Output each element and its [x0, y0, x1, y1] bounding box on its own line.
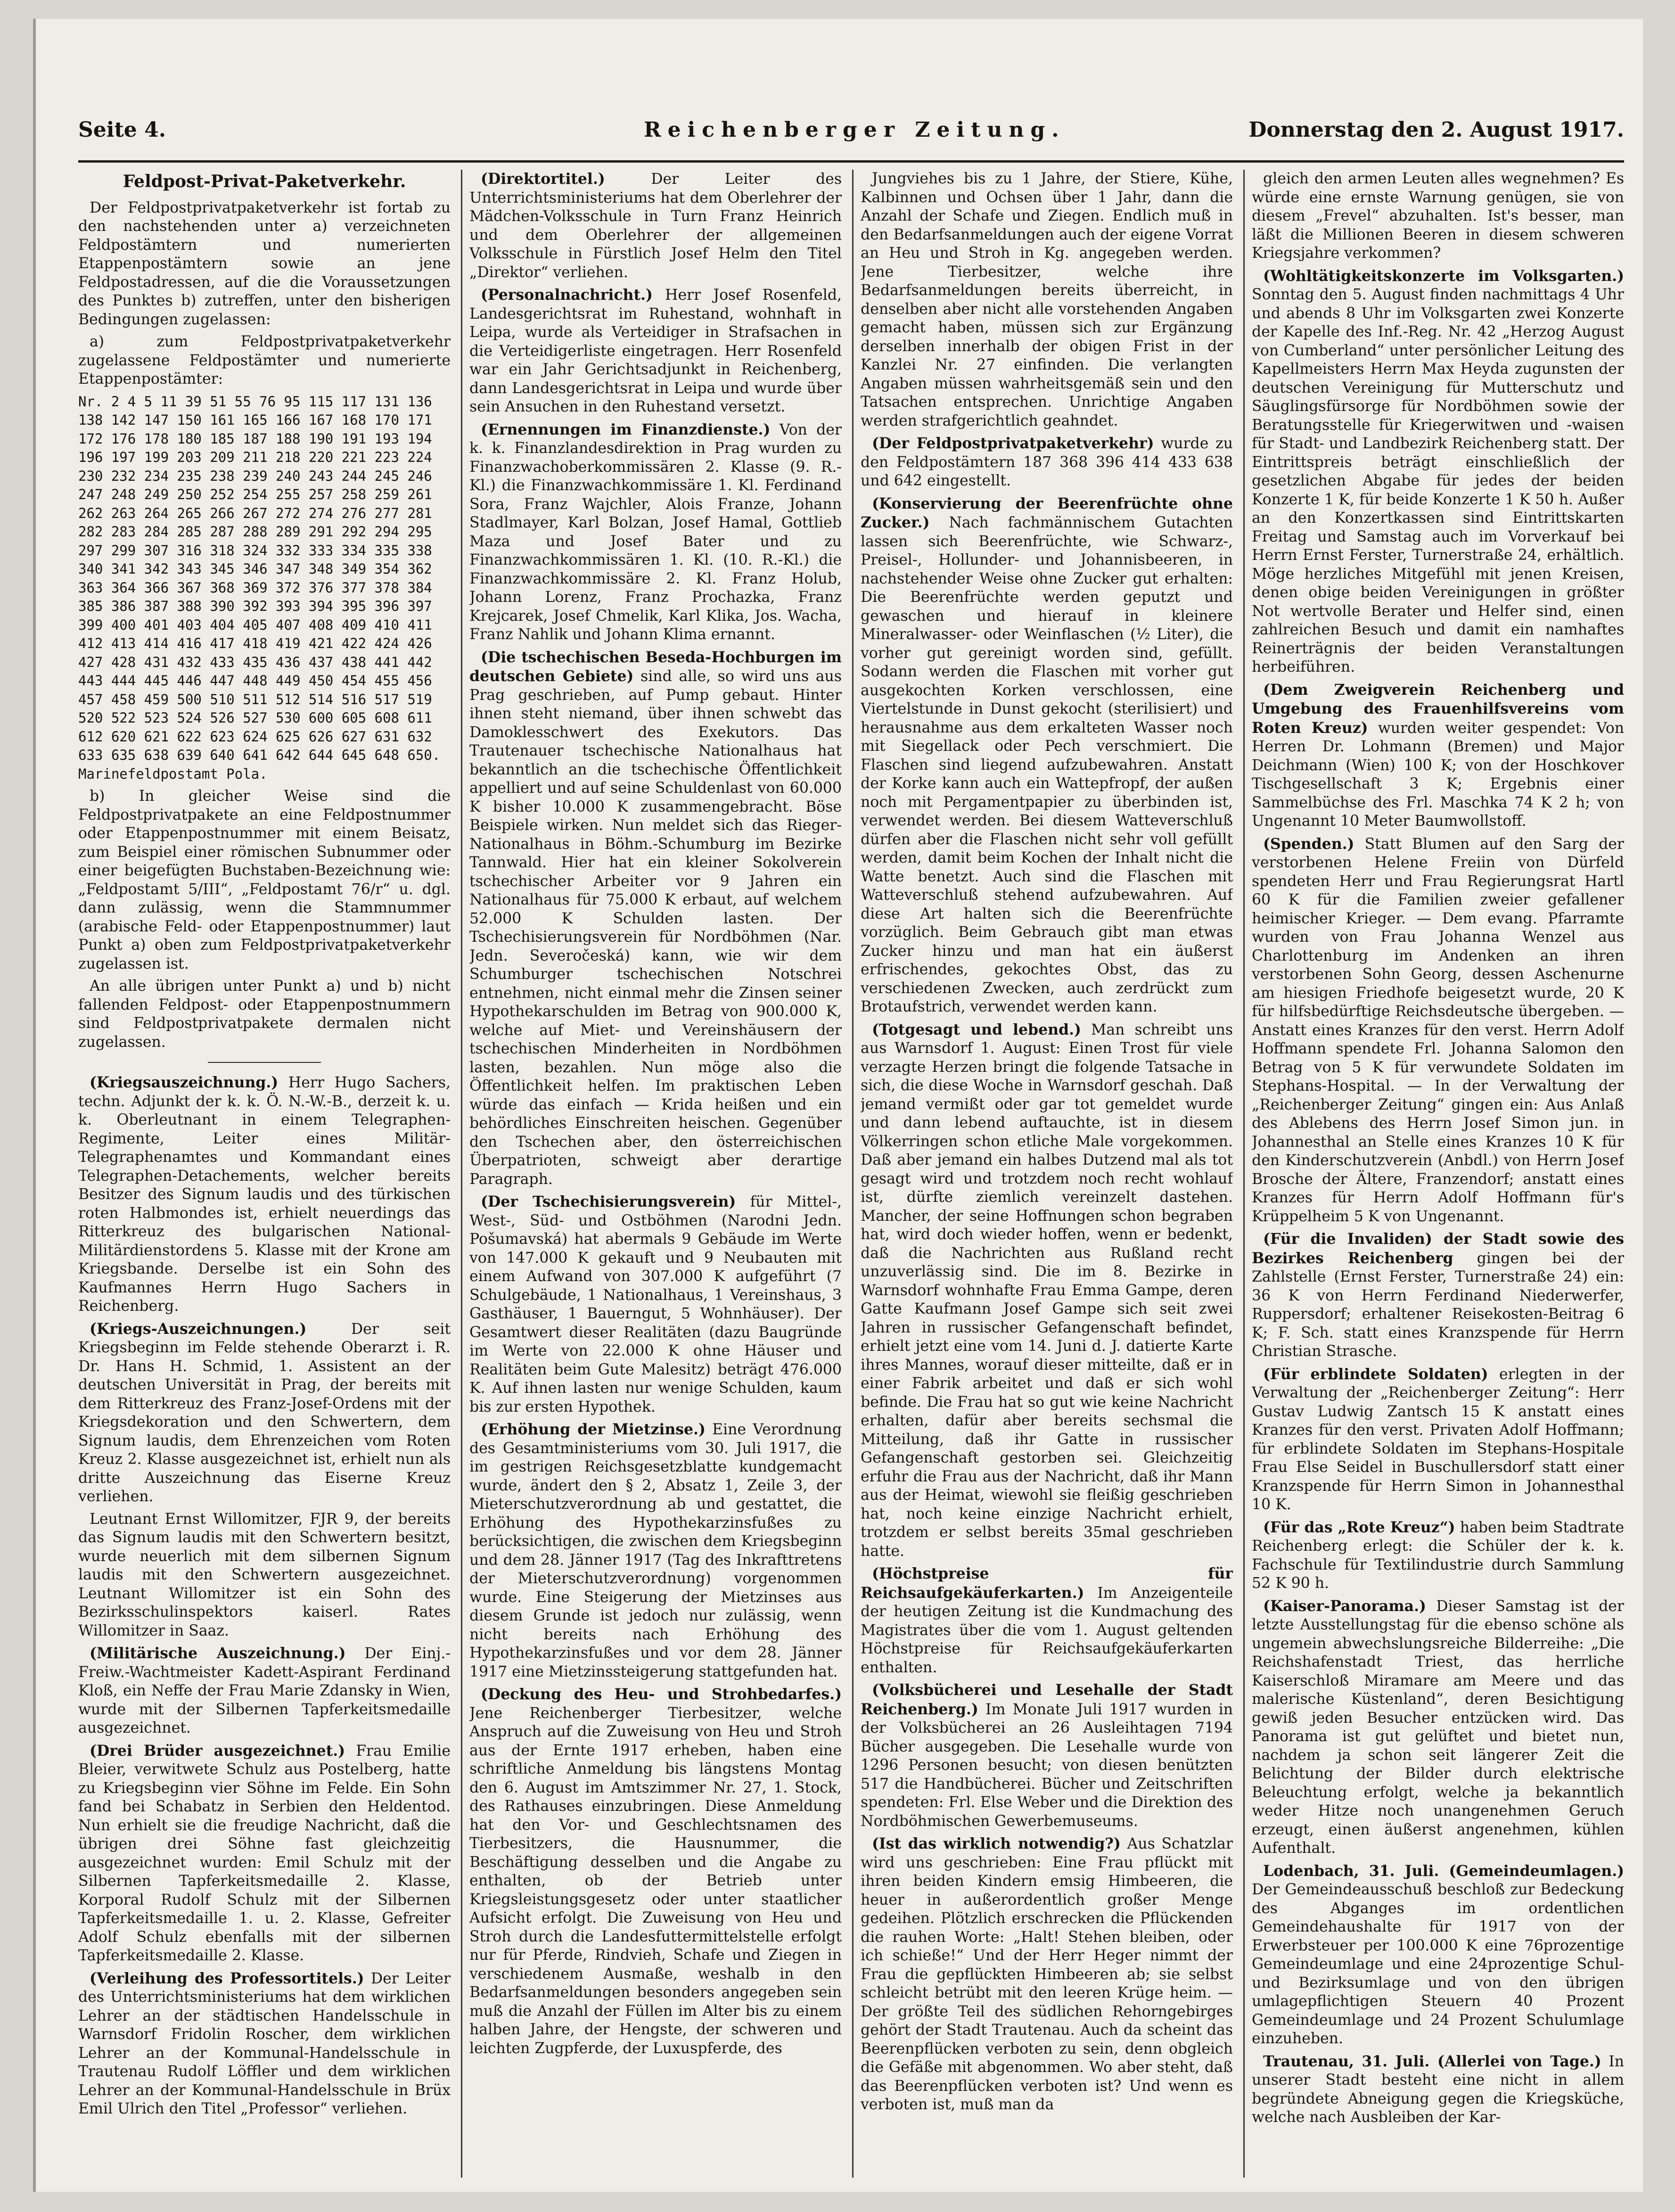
news-item [861, 1834, 1233, 2114]
news-text: für Mittel-, West-, Süd- und Ostböhmen (Narodni Jedn. Pošumavská) hat abermals 9 Gebäude im Werte von 147.000 K gekauft und 9 Neubauten mit einem Aufwand von 307.000 K aufgeführt (7 Schulgebäude, 1 Nationalhaus, 1 Vereinshaus, 3 Gasthäuser, 1 Bauerngut, 5 Wohnhäuser). Der Gesamtwert dieser Realitäten (dazu Baugründe im Werte von 22.000 K ohne Häuser und Realitäten beim Gute Malesitz) beträgt 476.000 K. Auf ihnen lasten nur wenige Schulden, kaum bis zur ersten Hypothek. [469, 1193, 842, 1415]
news-text: Eine Verordnung des Gesamtministeriums vom 30. Juli 1917, die im gestrigen Reichsgesetzblatte kundgemacht wurde, ändert den § 2, Absatz 1, Zeile 3, der Mieterschutzverordnung ab und gestattet, die Erhöhung des Hypothekarzinsfußes zu berücksichtigen, die zwischen dem Kriegsbeginn und dem 28. Jänner 1917 (Tag des Inkrafttretens der Mieterschutzverordnung) vorgenommen wurde. Eine Steigerung der Mietzinses aus diesem Grunde ist jedoch nur zulässig, wenn nicht bereits nach Erhöhung des Hypothekarzinsfußes und vor dem 28. Jänner 1917 eine Mietzinssteigerung stattgefunden hat. [469, 1421, 842, 1680]
article-paragraph: b) In gleicher Weise sind die Feldpostprivatpakete an eine Feldpostnummer oder Etappenpostnummer mit einem Beisatz, zum Beispiel einer römischen Subnummer oder einer beigefügten Buchstaben-Bezeichnung wie: „Feldpostamt 5/III“, „Feldpostamt 76/r“ u. dgl. dann zulässig, wenn die Stammnummer (arabische Feld- oder Etappenpostnummer) laut Punkt a) oben zum Feldpostprivatpaketverkehr zugelassen ist. [78, 788, 451, 972]
news-item [1252, 1862, 1624, 2048]
news-text: Der Einj.-Freiw.-Wachtmeister Kadett-Aspirant Ferdinand Kloß, ein Neffe der Frau Marie Zdansky in Wien, wurde mit der Silbernen Tapferkeitsmedaille ausgezeichnet. [78, 1645, 451, 1736]
news-heading: (Drei Brüder ausgezeichnet.) [90, 1742, 345, 1760]
news-item [861, 1020, 1233, 1561]
article-columns [78, 170, 1624, 2178]
news-heading: (Konservierung der Beerenfrüchte ohne Zucker.) [861, 494, 1233, 531]
column-rule [461, 170, 462, 2178]
news-heading: (Für die Invaliden) der Stadt sowie des Bezirkes Reichenberg [1252, 1230, 1624, 1267]
news-text: Der Leiter des Unterrichtsministeriums hat dem Oberlehrer der Mädchen-Volksschule in Turn Franz Heinrich und dem Oberlehrer der allgemeinen Volksschule in Fürstlich Josef Helm den Titel „Direktor“ verliehen. [469, 171, 842, 281]
news-item [1252, 267, 1624, 677]
postoffice-number-list: Nr. 2 4 5 11 39 51 55 76 95 115 117 131 136 138 142 147 150 161 165 166 167 168 170 171 172 176 178 180 185 187 188 190 191 193 194 196 197 199 203 209 211 218 220 221 223 224 230 232 234 235 238 239 240 243 244 245 246 247 248 249 250 252 254 255 257 258 259 261 262 263 264 265 266 267 272 274 276 277 281 282 283 284 285 287 288 289 291 292 294 295 297 299 307 316 318 324 332 333 334 335 338 340 341 342 343 345 346 347 348 349 354 362 363 364 366 367 368 369 372 376 377 378 384 385 386 387 388 390 392 393 394 395 396 397 399 400 401 403 404 405 407 408 409 410 411 412 413 414 416 417 418 419 421 422 424 426 427 428 431 432 433 435 436 437 438 441 442 443 444 445 446 447 448 449 450 454 455 456 457 458 459 500 510 511 512 514 516 517 519 520 522 523 524 526 527 530 600 605 608 611 612 620 621 622 623 624 625 626 627 631 632 633 635 638 639 640 641 642 644 645 648 650. Marinefeldpostamt Pola. [78, 393, 441, 782]
news-text: Sonntag den 5. August finden nachmittags 4 Uhr und abends 8 Uhr im Volksgarten zwei Konzerte der Kapelle des Inf.-Reg. Nr. 42 „Herzog August von Cumberland“ unter persönlicher Leitung des Kapellmeisters Herrn Max Heyda zugunsten der deutschen Vereinigung für Mutterschutz und Säuglingsfürsorge für Nordböhmen sowie der Beratungsstelle für Kriegerwitwen und -waisen für Stadt- und Landbezirk Reichenberg statt. Der Eintrittspreis beträgt einschließlich der gesetzlichen Abgabe für jedes der beiden Konzerte 1 K, für beide Konzerte 1 K 50 h. Außer an den Konzertkassen sind Eintrittskarten Freitag und Samstag auch im Vorverkauf bei Herrn Ernst Ferster, Turnerstraße 24, erhältlich. Möge herzliches Mitgefühl mit jenen Kreisen, denen obige beiden Vereinigungen in größter Not wertvolle Berater und Helfer sind, einen zahlreichen Besuch und damit ein namhaftes Reinerträgnis der beiden Veranstaltungen herbeiführen. [1252, 286, 1624, 675]
news-text: erlegten in der Verwaltung der „Reichenberger Zeitung“: Herr Gustav Ludwig Zantsch 15 K anstatt eines Kranzes für den verst. Privaten Adolf Hoffmann; für erblindete Soldaten im Stephans-Hospitale Frau Else Seidel in Buschullersdorf statt einer Kranzspende für Herrn Simon in Johannesthal 10 K. [1252, 1365, 1624, 1513]
news-text: wurden weiter gespendet: Von Herren Dr. Lohmann (Bremen) und Major Deichmann (Wien) 100 K; von der Hoschkover Tischgesellschaft 3 K; Ergebnis einer Sammelbüchse des Frl. Maschka 74 K 2 h; von Ungenannt 10 Meter Baumwollstoff. [1252, 719, 1624, 830]
news-heading: Trautenau, 31. Juli. (Allerlei von Tage.) [1263, 2052, 1601, 2070]
news-text: sind alle, so wird uns aus Prag geschrieben, auf Pump gebaut. Hinter ihnen steht niemand, über ihnen schwebt das Damoklesschwert des Exekutors. Das Trautenauer tschechische Nationalhaus hat bekanntlich an die tschechische Öffentlichkeit appelliert und auf seine Schuldenlast von 60.000 K bisher 10.000 K zusammengebracht. Böse Beispiele wirken. Nun meldet sich das Rieger-Nationalhaus in Böhm.-Schumburg im Bezirke Tannwald. Hier hat ein kleiner Sokolverein tschechischer Arbeiter vor 9 Jahren ein Nationalhaus für 75.000 K erbaut, auf welchem 52.000 K Schulden lasten. Der Tschechisierungsverein für Nordböhmen (Nar. Jedn. Severočeská) kann, wie wir dem Schumburger tschechischen Notschrei entnehmen, nicht einmal mehr die Zinsen seiner Hypothekarschulden im Betrag von 900.000 K, welche auf Miet- und Vereinshäusern der tschechischen Minderheiten in Nordböhmen lasten, bezahlen. Nun möge also die Öffentlichkeit helfen. Im praktischen Leben würde das einfach — Krida heißen und ein behördliches Einschreiten heischen. Gegenüber den Tschechen aber, den österreichischen Überpatrioten, schweigt aber derartige Paragraph. [469, 668, 842, 1188]
news-item [469, 420, 842, 644]
news-item [1252, 1230, 1624, 1361]
news-item [1252, 835, 1624, 1226]
news-heading: (Verleihung des Professortitels.) [90, 1969, 364, 1987]
news-heading: (Für erblindete Soldaten) [1263, 1365, 1488, 1383]
news-item [78, 1320, 451, 1506]
news-text: Jene Reichenberger Tierbesitzer, welche Anspruch auf die Zuweisung von Heu und Stroh aus der Ernte 1917 erheben, haben eine schriftliche Anmeldung bis längstens Montag den 6. August im Amtszimmer Nr. 27, 1. Stock, des Rathauses einzubringen. Diese Anmeldung hat den Vor- und Geschlechtsnamen des Tierbesitzers, die Hausnummer, die Beschäftigung desselben und die Angabe zu enthalten, ob der Betrieb unter Kriegsleistungsgesetz oder unter staatlicher Aufsicht erfolgt. Die Zuweisung von Heu und Stroh durch die Landesfuttermittelstelle erfolgt nur für Pferde, Rindvieh, Schafe und Ziegen in verschiedenem Ausmaße, weshalb in den Bedarfsanmeldungen besonders angegeben sein muß die Anzahl der Füllen im Alter bis zu einem halben Jahre, der Hengste, der schweren und leichten Zugpferde, der Luxuspferde, des [469, 1704, 842, 2057]
column-2 [469, 170, 842, 2178]
news-text: Der seit Kriegsbeginn im Felde stehende Oberarzt i. R. Dr. Hans H. Schmid, 1. Assistent an der deutschen Universität in Prag, der bereits mit dem Ritterkreuz des Franz-Josef-Ordens mit der Kriegsdekoration und den Schwertern, dem Signum laudis, dem Ehrenzeichen vom Roten Kreuz 2. Klasse ausgezeichnet ist, erhielt nun als dritte Auszeichnung das Eiserne Kreuz verliehen. [78, 1320, 451, 1505]
news-item [861, 494, 1233, 1017]
news-item [469, 648, 842, 1189]
article-paragraph: Der Feldpostprivatpaketverkehr ist fortab zu den nachstehenden unter a) verzeichneten Feldpostämtern und numerierten Etappenpostämtern sowie an jene Feldpostadressen, auf die die Voraussetzungen des Punktes b) zutreffen, unter den bisherigen Bedingungen zugelassen: [78, 199, 451, 328]
news-heading: (Ernennungen im Finanzdienste.) [481, 420, 771, 438]
news-item [78, 1073, 451, 1316]
article-paragraph: An alle übrigen unter Punkt a) und b) nicht fallenden Feldpost- oder Etappenpostnummern sind Feldpostprivatpakete dermalen nicht zugelassen. [78, 978, 451, 1051]
news-heading: (Erhöhung der Mietzinse.) [481, 1421, 706, 1438]
news-item [469, 1685, 842, 2058]
news-heading: (Kriegsauszeichnung.) [90, 1074, 279, 1091]
article-title: Feldpost-Privat-Paketverkehr. [123, 172, 406, 191]
news-item [469, 286, 842, 417]
news-heading: (Dem Zweigverein Reichenberg und Umgebung des Frauenhilfsvereins vom Roten Kreuz) [1252, 681, 1624, 737]
news-heading: (Totgesagt und lebend.) [872, 1020, 1081, 1038]
news-text: Im Monate Juli 1917 wurden in der Volksbücherei an 26 Ausleihtagen 7194 Bücher ausgegeben. Die Lesehalle wurde von 1296 Personen besucht; von diesen benützten 517 die Handbücherei. Bücher und Zeitschriften spendeten: Frl. Else Weber und die Direktion des Nordböhmischen Gewerbemuseums. [861, 1701, 1233, 1830]
news-item [861, 434, 1233, 491]
news-heading: (Der Feldpostprivatpaketverkehr) [872, 435, 1154, 452]
news-heading: (Spenden.) [1263, 835, 1355, 853]
article-paragraph: a) zum Feldpostprivatpaketverkehr zugelassene Feldpostämter und numerierte Etappenpostämter: [78, 333, 451, 387]
news-heading: (Militärische Auszeichnung.) [90, 1645, 346, 1662]
news-text: Im Anzeigenteile der heutigen Zeitung ist die Kundmachung des Magistrates über die vom 1. August geltenden Höchstpreise für Reichsaufgekäuferkarten enthalten. [861, 1584, 1233, 1676]
news-item [1252, 1365, 1624, 1514]
news-item [861, 1681, 1233, 1831]
news-item [469, 170, 842, 282]
news-item [1252, 1597, 1624, 1858]
page-header [78, 104, 1624, 156]
newspaper-title: Reichenberger Zeitung. [644, 118, 1066, 142]
news-item [861, 1564, 1233, 1677]
news-text: Nach fachmännischem Gutachten lassen sich Beerenfrüchte, wie Schwarz-, Preisel-, Hollunder- und Johannisbeeren, in nachstehender Weise ohne Zucker gut erhalten: Die Beerenfrüchte werden geputzt und gewaschen und hierauf in kleinere Mineralwasser- oder Weinflaschen (½ Liter), die vorher gut gereinigt worden sind, gefüllt. Sodann werden die Flaschen mit vorher gut ausgekochten Korken verschlossen, eine Viertelstunde in Dunst gekocht (sterilisiert) und herausnahme aus dem erkalteten Wasser noch mit Siegellack oder Pech verschmiert. Die Flaschen sind liegend aufzubewahren. Anstatt der Korke kann auch ein Wattepfropf, der außen noch mit Pergamentpapier zu überbinden ist, verwendet werden. Bei diesem Watteverschluß dürfen aber die Flaschen nicht sehr voll gefüllt werden, damit beim Kochen der Inhalt nicht die Watte benetzt. Auch sind die Flaschen mit Watteverschluß stehend aufzubewahren. Auf diese Art halten sich die Beerenfrüchte vorzüglich. Beim Gebrauch gibt man etwas Zucker hinzu und man hat ein äußerst erfrischendes, gekochtes Obst, das zu verschiedenen Zwecken, auch zerdrückt zum Brotaufstrich, verwendet werden kann. [861, 514, 1233, 1015]
news-heading: (Deckung des Heu- und Strohbedarfes.) [481, 1686, 842, 1703]
news-text: Herr Hugo Sachers, techn. Adjunkt der k. k. Ö. N.-W.-B., derzeit k. u. k. Oberleutnant in einem Telegraphen-Regimente, Leiter eines Militär-Telegraphenamtes und Kommandant eines Telegraphen-Detachements, welcher bereits Besitzer des Signum laudis und des türkischen roten Halbmondes ist, erhielt neuerdings das Ritterkreuz des bulgarischen National-Militärdienstordens 5. Klasse mit der Krone am Kriegsbande. Derselbe ist ein Sohn des Kaufmannes Herrn Hugo Sachers in Reichenberg. [78, 1074, 451, 1315]
news-heading: (Kaiser-Panorama.) [1263, 1597, 1426, 1615]
news-text: In unserer Stadt besteht eine nicht in allem begründete Abneigung gegen die Kriegsküche, welche nach Ausbleiben der Kar- [1252, 2053, 1624, 2126]
news-text: Aus Schatzlar wird uns geschrieben: Eine Frau pflückt mit ihren beiden Kindern emsig Himbeeren, die heuer in außerordentlich großer Menge gedeihen. Plötzlich erschrecken die Pflückenden die rauhen Worte: „Halt! Stehen bleiben, oder ich schieße!“ Und der Herr Heger nimmt der Frau die gepflückten Himbeeren ab; sie selbst schleicht betrübt mit den leeren Krüge heim. — Der größte Teil des südlichen Rehorngebirges gehört der Stadt Trautenau. Auch da scheint das Beerenpflücken verboten zu sein, denn obgleich die Gefäße mit abgenommen. Wo aber steht, daß das Beerenpflücken verboten ist? Und wenn es verboten ist, muß man da [861, 1835, 1233, 2113]
news-heading: (Wohltätigkeitskonzerte im Volksgarten.) [1263, 267, 1624, 285]
news-heading: (Kriegs-Auszeichnungen.) [90, 1320, 307, 1338]
news-item: gleich den armen Leuten alles wegnehmen? Es würde eine ernste Warnung genügen, sie von diesem „Frevel“ abzuhalten. Ist's besser, man läßt die Millionen Beeren in diesem schweren Kriegsjahre verkommen? [1252, 170, 1624, 262]
news-text: Der Leiter des Unterrichtsministeriums hat dem wirklichen Lehrer an der städtischen Handelsschule in Warnsdorf Fridolin Roscher, dem wirklichen Lehrer an der Kommunal-Handelsschule in Trautenau Rudolf Löffler und dem wirklichen Lehrer an der Kommunal-Handelsschule in Brüx Emil Ulrich den Titel „Professor“ verliehen. [78, 1970, 451, 2117]
news-heading: (Für das „Rote Kreuz“) [1263, 1518, 1455, 1536]
news-text: Frau Emilie Bleier, verwitwete Schulz aus Postelberg, hatte zu Kriegsbeginn vier Söhne im Felde. Ein Sohn fand bei Schabatz in Serbien den Heldentod. Nun erhielt sie die freudige Nachricht, daß die übrigen drei Söhne fast gleichzeitig ausgezeichnet wurden: Emil Schulz mit der Silbernen Tapferkeitsmedaille 2. Klasse, Korporal Rudolf Schulz mit der Silbernen Tapferkeitsmedaille 1. u. 2. Klasse, Gefreiter Adolf Schulz ebenfalls mit der silbernen Tapferkeitsmedaille 2. Klasse. [78, 1742, 451, 1964]
news-heading: (Direktortitel.) [481, 170, 605, 188]
header-rule [78, 160, 1624, 163]
news-item [469, 1192, 842, 1416]
news-item [1252, 1518, 1624, 1593]
news-heading: (Volksbücherei und Lesehalle der Stadt Reichenberg.) [861, 1681, 1233, 1718]
news-heading: Lodenbach, 31. Juli. (Gemeindeumlagen.) [1263, 1862, 1624, 1880]
news-item [78, 1644, 451, 1738]
news-text: Statt Blumen auf den Sarg der verstorbenen Helene Freiin von Dürfeld spendeten Herr und Frau Regierungsrat Hartl 60 K für die Familien zweier gefallener heimischer Krieger. — Dem evang. Pfarramte wurden von Frau Johanna Wenzel aus Charlottenburg im Andenken an ihren verstorbenen Sohn Georg, dessen Aschenurne am hiesigen Friedhofe beigesetzt wurde, 20 K für hilfsbedürftige Reichsdeutsche übergeben. — Anstatt eines Kranzes für den verst. Herrn Adolf Hoffmann spendete Frl. Johanna Salomon den Betrag von 5 K für verwundete Soldaten im Stephans-Hospital. — In der Verwaltung der „Reichenberger Zeitung“ gingen ein: Aus Anlaß des Ablebens des Herrn Josef Simon jun. in Johannesthal an Stelle eines Kranzes 10 K für den Kinderschutzverein (Anbdl.) von Herrn Josef Brosche der Ältere, Franzendorf; anstatt eines Kranzes für Herrn Adolf Hoffmann für's Krüppelheim 5 K von Ungenannt. [1252, 835, 1624, 1225]
column-rule [1243, 170, 1245, 2178]
column-4 [1252, 170, 1624, 2178]
news-heading: (Höchstpreise für Reichsaufgekäuferkarten.) [861, 1565, 1233, 1602]
news-item [1252, 2052, 1624, 2127]
news-heading: (Die tschechischen Beseda-Hochburgen im deutschen Gebiete) [469, 648, 842, 685]
column-1 [78, 170, 451, 2178]
news-item [78, 1742, 451, 1965]
news-item [78, 1969, 451, 2119]
column-3 [861, 170, 1233, 2178]
news-text: Dieser Samstag ist der letzte Ausstellungstag für die ebenso schöne als ungemein abwechslungsreiche Bilderreihe: „Die Reichshafenstadt Triest, das herrliche Kaiserschloß Miramare am Meere und das malerische Küstenland“, deren Besichtigung gewiß jeden Besucher entzücken wird. Das Panorama ist gut gelüftet und bietet nun, nachdem ja schon seit längerer Zeit die Belichtung der Bilder durch elektrische Beleuchtung erfolgt, welche ja bekanntlich weder Hitze noch unangenehmen Geruch erzeugt, einen äußerst angenehmen, kühlen Aufenthalt. [1252, 1597, 1624, 1857]
news-heading: (Der Tschechisierungsverein) [481, 1193, 736, 1210]
news-item: Jungviehes bis zu 1 Jahre, der Stiere, Kühe, Kalbinnen und Ochsen über 1 Jahr, dann die Anzahl der Schafe und Ziegen. Endlich muß in den Bedarfsanmeldungen auch der eigene Vorrat an Heu und Stroh in Kg. angegeben werden. Jene Tierbesitzer, welche ihre Bedarfsanmeldungen bereits überreicht, in denselben aber nicht alle vorstehenden Angaben gemacht haben, müssen sich zur Ergänzung derselben innerhalb der obigen Frist in der Kanzlei Nr. 27 einfinden. Die verlangten Angaben müssen wahrheitsgemäß sein und den Tatsachen entsprechen. Unrichtige Angaben werden strafgerichtlich geahndet. [861, 170, 1233, 429]
news-heading: (Ist das wirklich notwendig?) [872, 1835, 1121, 1852]
news-item: Leutnant Ernst Willomitzer, FJR 9, der bereits das Signum laudis mit den Schwertern besitzt, wurde neuerlich mit dem silbernen Signum laudis mit den Schwertern ausgezeichnet. Leutnant Willomitzer ist ein Sohn des Bezirksschulinspektors kaiserl. Rates Willomitzer in Saaz. [78, 1510, 451, 1639]
issue-date: Donnerstag den 2. August 1917. [1248, 118, 1624, 142]
news-text: Der Gemeindeausschuß beschloß zur Bedeckung des Abganges im ordentlichen Gemeindehaushalte für 1917 von der Erwerbsteuer per 100.000 K eine 76prozentige Gemeindeumlage und eine 24prozentige Schul- und Bezirksumlage und von den übrigen umlagepflichtigen Steuern 40 Prozent Gemeindeumlage und 24 Prozent Schulumlage einzuheben. [1252, 1881, 1624, 2047]
news-heading: (Personalnachricht.) [481, 286, 653, 304]
news-item [469, 1420, 842, 1681]
news-text: haben beim Stadtrate Reichenberg erlegt: die Schüler der k. k. Fachschule für Textilindustrie durch Sammlung 52 K 90 h. [1252, 1519, 1624, 1592]
news-text: gingen bei der Zahlstelle (Ernst Ferster, Turnerstraße 24) ein: 36 K von Herrn Ferdinand Niederwerfer, Ruppersdorf; erhaltener Reisekosten-Beitrag 6 K; F. Sch. statt eines Kranzspende für Herrn Christian Strasche. [1252, 1250, 1624, 1360]
news-text: Herr Josef Rosenfeld, Landesgerichtsrat im Ruhestand, wohnhaft in Leipa, wurde als Verteidiger in Strafsachen in die Verteidigerliste eingetragen. Herr Rosenfeld war ein Jahr Gerichtsadjunkt in Reichenberg, dann Landesgerichtsrat in Leipa und wurde über sein Ansuchen in den Ruhestand versetzt. [469, 287, 842, 415]
news-item [1252, 681, 1624, 831]
newspaper-page [33, 19, 1643, 2192]
section-divider [208, 1062, 321, 1063]
news-text: wurde zu den Feldpostämtern 187 368 396 414 433 638 und 642 eingestellt. [861, 435, 1233, 489]
news-text: Von der k. k. Finanzlandesdirektion in Prag wurden zu Finanzwachoberkommissären 2. Klasse (9. R.-Kl.) die Finanzwachkommissäre 1. Kl. Ferdinand Sora, Franz Wajchler, Alois Franze, Johann Stadlmayer, Karl Bolzan, Josef Hamal, Gottlieb Maza und Josef Bater und zu Finanzwachkommissären 1. Kl. (10. R.-Kl.) die Finanzwachkommissäre 2. Kl. Franz Holub, Johann Lorenz, Franz Prochazka, Franz Krejcarek, Josef Chmelik, Karl Klika, Jos. Wacha, Franz Nahlik und Johann Klima ernannt. [469, 421, 842, 643]
column-rule [852, 170, 854, 2178]
page-number: Seite 4. [78, 118, 166, 142]
news-text: Man schreibt uns aus Warnsdorf 1. August: Einen Trost für viele verzagte Herzen bringt die folgende Tatsache in sich, die diese Woche in Warnsdorf geschah. Daß jemand vermißt oder gar tot gemeldet wurde und dann lebend auftauchte, ist in diesem Völkerringen schon etliche Male vorgekommen. Daß aber jemand ein halbes Dutzend mal als tot gesagt wird und trotzdem noch recht wohlauf ist, dürfte ziemlich vereinzelt dastehen. Mancher, der seine Hoffnungen schon begraben hat, wird doch wieder hoffen, wenn er bedenkt, daß die Nachrichten aus Rußland recht unzuverlässig sind. Die im 8. Bezirke in Warnsdorf wohnhafte Frau Emma Gampe, deren Gatte Kaufmann Josef Gampe sich seit zwei Jahren in russischer Gefangenschaft befindet, erhielt jetzt eine vom 14. Juni d. J. datierte Karte ihres Mannes, worauf dieser mitteilte, daß er in einer Fabrik arbeitet und daß er sich wohl befinde. Die Frau hat so gut wie keine Nachricht erhalten, dafür aber bereits sechsmal die Mitteilung, daß ihr Gatte in russischer Gefangenschaft gestorben sei. Gleichzeitig erfuhr die Frau aus der Nachricht, daß ihr Mann aus der Heimat, wiewohl sie fleißig geschrieben hat, noch keine einzige Nachricht erhielt, trotzdem er selbst bereits 35mal geschrieben hatte. [861, 1021, 1233, 1560]
